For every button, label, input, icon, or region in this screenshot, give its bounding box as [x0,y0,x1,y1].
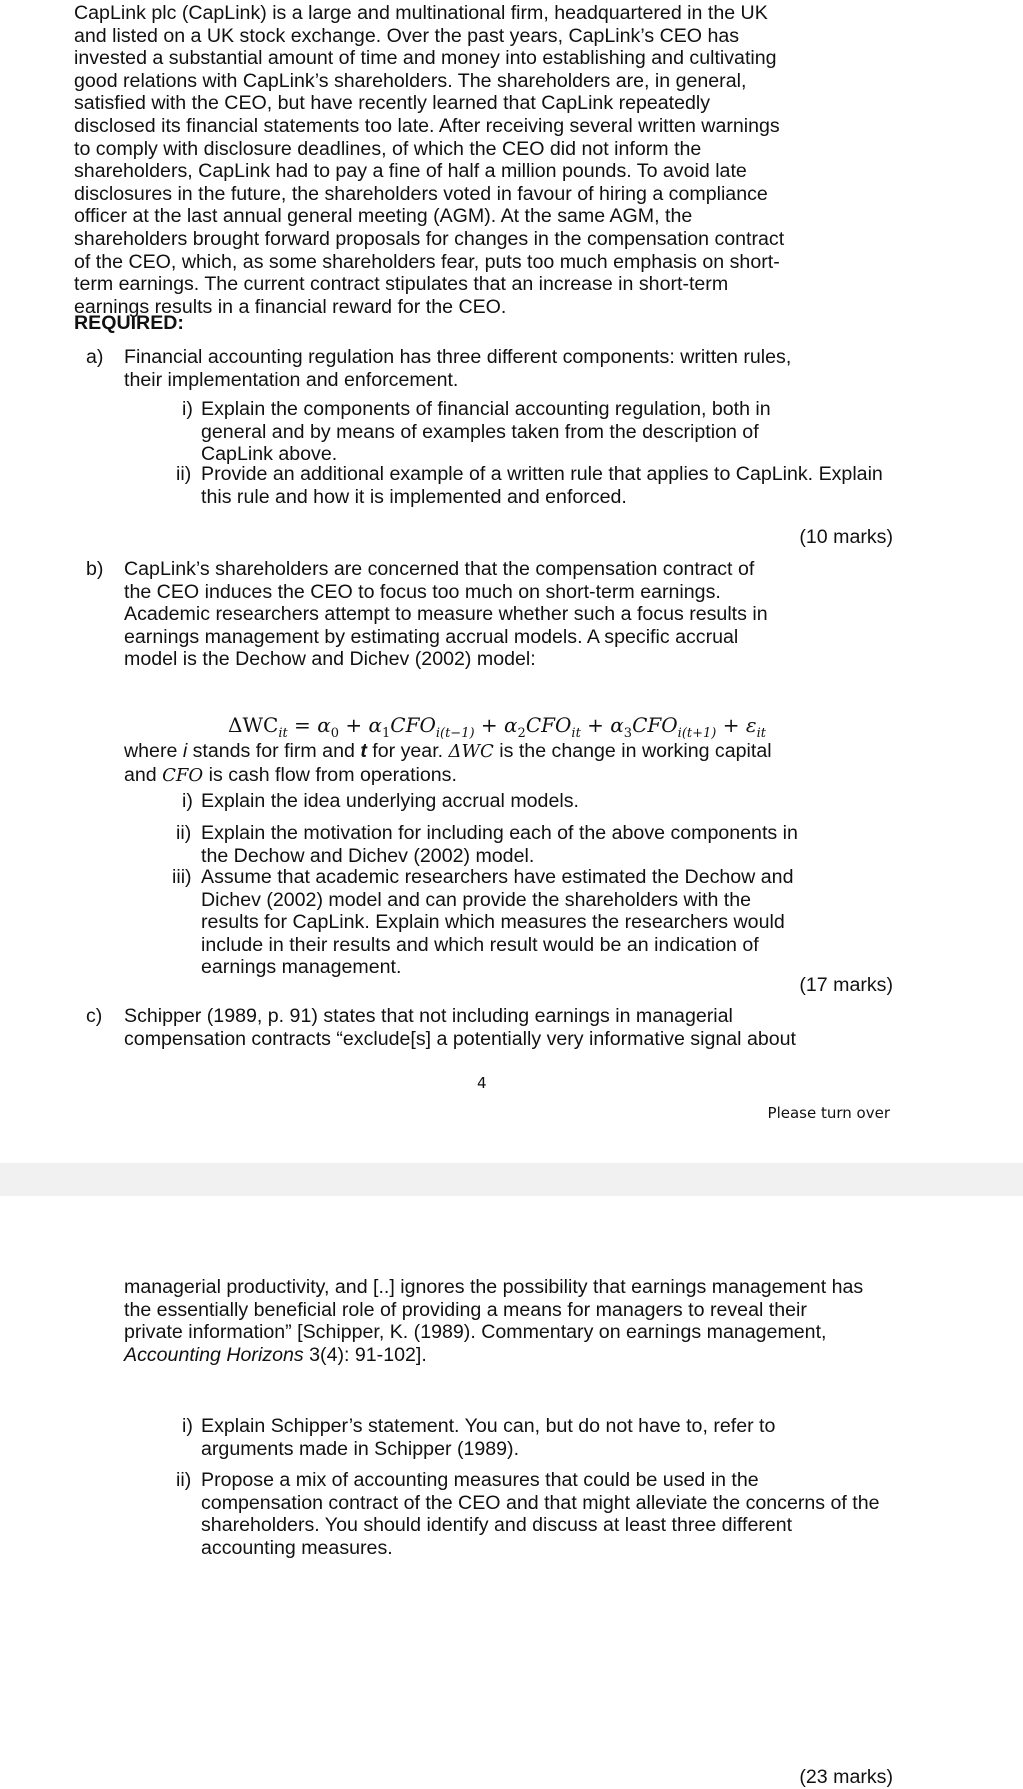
question-b-label: b) [86,558,104,580]
question-b-ii-text: Explain the motivation for including each of the above components in the Dechow and Dichev (2002) model. [201,822,798,867]
page-separator [0,1163,1023,1196]
question-a-text: Financial accounting regulation has three different components: written rules, their implementation and enforcement. [124,346,792,391]
required-heading: REQUIRED: [74,312,184,334]
dechow-dichev-equation: $\Delta WC_{it} = \alpha_0 + \alpha_1CFO_{i(t-1)} + \alpha_2CFO_{it} + \alpha_3CFO_{i(t+1)} + \varepsilon_{it}$ [228,713,766,741]
question-c-i-label: i) [182,1415,193,1437]
page-number: 4 [477,1074,487,1092]
question-a-ii-label: ii) [176,463,192,485]
footer-please-turn-over: Please turn over [767,1104,890,1122]
question-a-i-text: Explain the components of financial accounting regulation, both in general and by means of examples taken from the description of CapLink above. [201,398,771,466]
question-b-iii-text: Assume that academic researchers have estimated the Dechow and Dichev (2002) model and can provide the shareholders with the results for CapLink. Explain which measures the researchers would include in their results and which result would be an indication of earnings management. [201,866,794,979]
question-a-i-label: i) [182,398,193,420]
question-c-ii-label: ii) [176,1469,192,1491]
equation-explanation: where i stands for firm and t for year. ΔWC is the change in working capital and CFO is cash flow from operations. [124,740,772,786]
question-a-ii-text: Provide an additional example of a written rule that applies to CapLink. Explain this rule and how it is implemented and enforced. [201,463,883,508]
question-b-iii-label: iii) [172,866,192,888]
question-c-marks: (23 marks) [799,1766,893,1788]
case-introduction: CapLink plc (CapLink) is a large and multinational firm, headquartered in the UK and listed on a UK stock exchange. Over the past years, CapLink’s CEO has invested a substantial amount of time and money into establishing and cultivating good relations with CapLink’s shareholders. The shareholders are, in general, satisfied with the CEO, but have recently learned that CapLink repeatedly disclosed its financial statements too late. After receiving several written warnings to comply with disclosure deadlines, of which the CEO did not inform the shareholders, CapLink had to pay a fine of half a million pounds. To avoid late disclosures in the future, the shareholders voted in favour of hiring a compliance officer at the last annual general meeting (AGM). At the same AGM, the shareholders brought forward proposals for changes in the compensation contract of the CEO, which, as some shareholders fear, puts too much emphasis on short-term earnings. The current contract stipulates that an increase in short-term earnings results in a financial reward for the CEO. [74,2,785,318]
question-b-ii-label: ii) [176,822,192,844]
question-c-i-text: Explain Schipper’s statement. You can, but do not have to, refer to arguments made in Schipper (1989). [201,1415,776,1460]
question-c-ii-text: Propose a mix of accounting measures that could be used in the compensation contract of the CEO and that might alleviate the concerns of the shareholders. You should identify and discuss at least three different accounting measures. [201,1469,880,1559]
question-b-text: CapLink’s shareholders are concerned that the compensation contract of the CEO induces the CEO to focus too much on short-term earnings. Academic researchers attempt to measure whether such a focus results in earnings management by estimating accrual models. A specific accrual model is the Dechow and Dichev (2002) model: [124,558,768,671]
question-b-i-label: i) [182,790,193,812]
question-c-text: Schipper (1989, p. 91) states that not including earnings in managerial compensation contracts “exclude[s] a potentially very informative signal about [124,1005,796,1050]
question-a-marks: (10 marks) [799,526,893,548]
question-b-marks: (17 marks) [799,974,893,996]
question-a-label: a) [86,346,104,368]
question-c-label: c) [86,1005,103,1027]
question-c-continuation: managerial productivity, and [..] ignores the possibility that earnings management has the essentially beneficial role of providing a means for managers to reveal their private information” [Schipper, K. (1989). Commentary on earnings management, Accounting Horizons 3(4): 91-102]. [124,1276,864,1366]
question-b-i-text: Explain the idea underlying accrual models. [201,790,579,812]
